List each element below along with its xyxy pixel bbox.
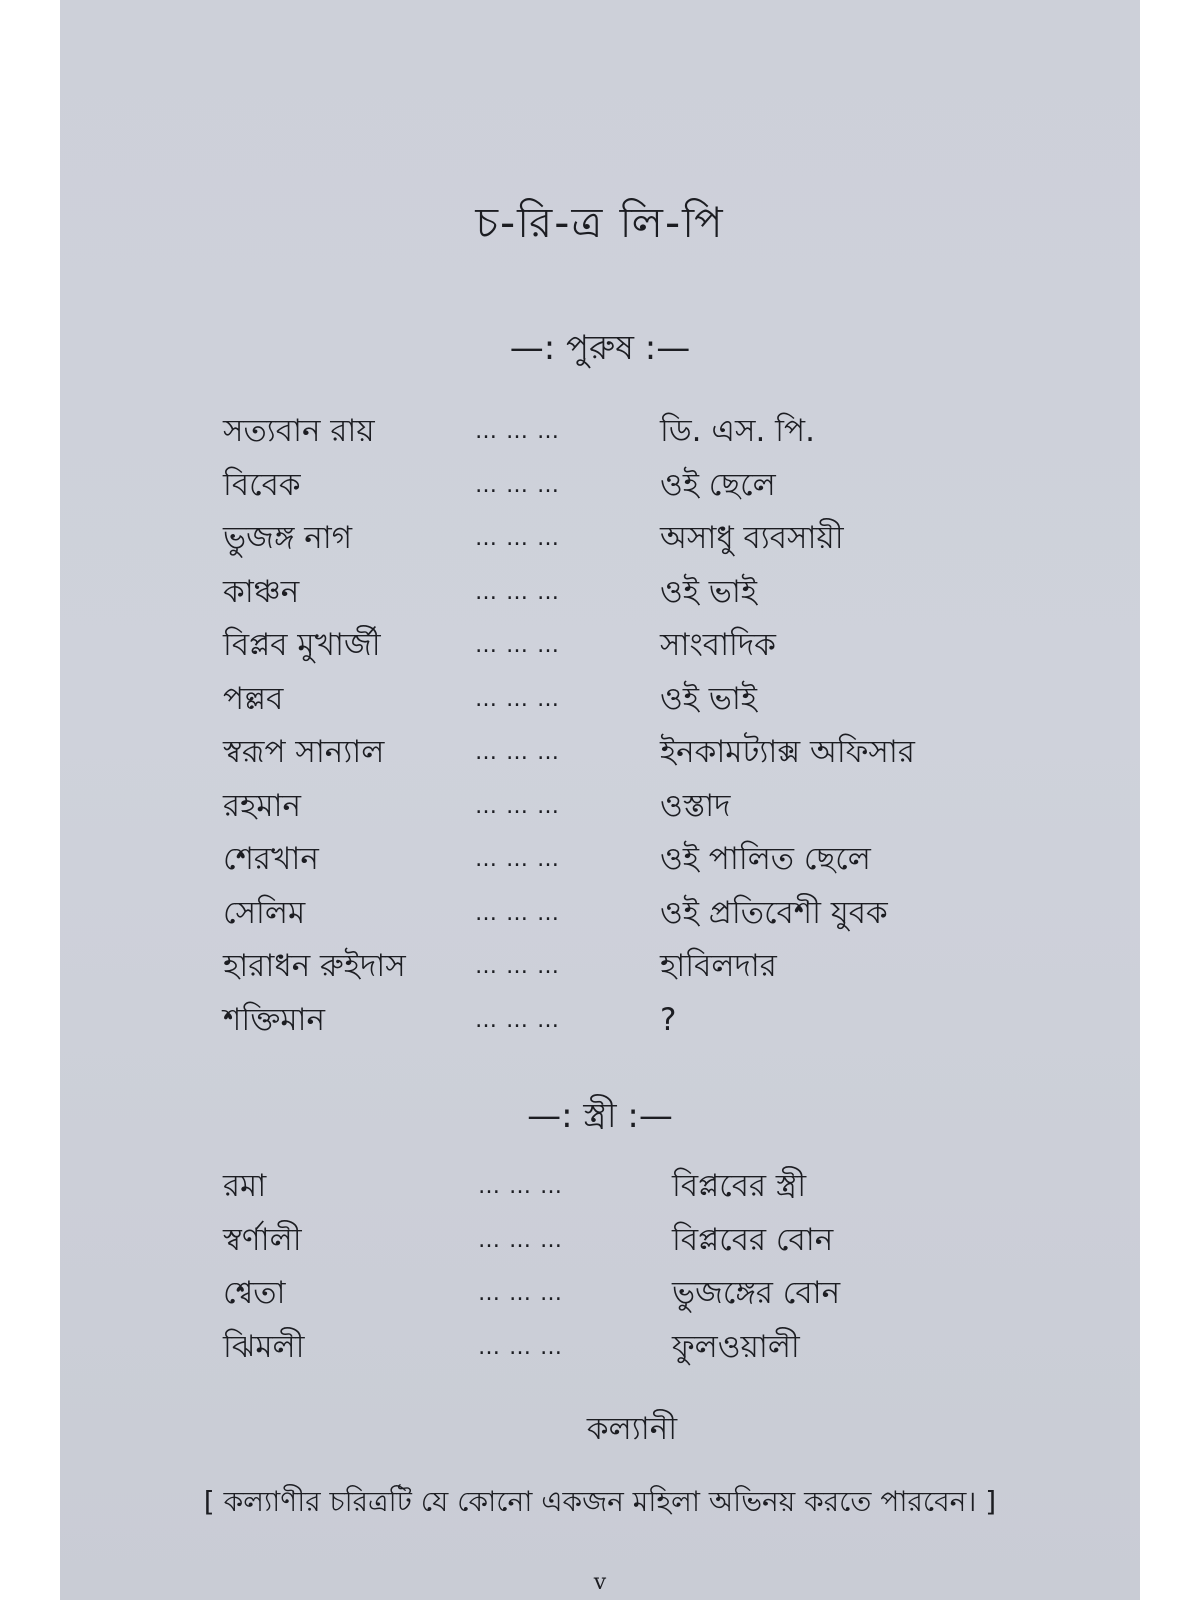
leader-dots: … … … xyxy=(475,579,560,605)
character-name: পল্লব xyxy=(223,680,284,717)
character-row xyxy=(60,887,1140,941)
leader-dots: … … … xyxy=(475,419,560,444)
character-role: ওই পালিত ছেলে xyxy=(660,841,871,877)
character-row xyxy=(60,833,1140,887)
leader-dots: … … … xyxy=(478,1227,563,1253)
character-name: শ্বেতা xyxy=(223,1275,286,1311)
character-row xyxy=(60,1321,1140,1375)
character-role: ওই ভাই xyxy=(660,573,758,610)
character-row xyxy=(60,994,1140,1048)
character-name: ভুজঙ্গ নাগ xyxy=(223,520,353,556)
character-role: ভুজঙ্গের বোন xyxy=(672,1275,841,1311)
leader-dots: … … … xyxy=(475,740,560,765)
female-section-heading: —: স্ত্রী :— xyxy=(527,1096,673,1136)
leader-dots: … … … xyxy=(475,686,560,712)
character-name: বিবেক xyxy=(223,466,301,503)
character-name: রহমান xyxy=(223,787,302,824)
character-name: সত্যবান রায় xyxy=(223,413,375,449)
leader-dots: … … … xyxy=(475,633,560,658)
character-role: ? xyxy=(660,1001,677,1038)
character-row xyxy=(60,780,1140,834)
character-row xyxy=(60,1267,1140,1321)
character-role: ডি. এস. পি. xyxy=(660,413,815,449)
character-name: কাঞ্চন xyxy=(223,573,300,610)
casting-note: [ কল্যাণীর চরিত্রটি যে কোনো একজন মহিলা অভিনয় করতে পারবেন। ] xyxy=(203,1485,997,1518)
character-name: সেলিম xyxy=(223,894,306,931)
character-role: ওই ছেলে xyxy=(660,466,776,503)
character-role: সাংবাদিক xyxy=(660,627,776,663)
character-name: হারাধন রুইদাস xyxy=(223,948,406,984)
leader-dots: … … … xyxy=(475,1007,560,1033)
character-row xyxy=(60,1214,1140,1268)
character-row xyxy=(60,940,1140,994)
page-number: v xyxy=(593,1570,607,1595)
leader-dots: … … … xyxy=(478,1174,563,1199)
character-role: বিপ্লবের বোন xyxy=(672,1221,834,1258)
character-row xyxy=(60,673,1140,727)
character-name: রমা xyxy=(223,1168,267,1204)
character-row xyxy=(60,405,1140,459)
leader-dots: … … … xyxy=(475,954,560,979)
character-name: স্বরূপ সান্যাল xyxy=(223,734,385,770)
book-page xyxy=(60,0,1140,1600)
character-name: শক্তিমান xyxy=(223,1001,326,1038)
character-role: অসাধু ব্যবসায়ী xyxy=(660,520,844,556)
character-row xyxy=(60,619,1140,673)
character-name: শেরখান xyxy=(223,841,319,877)
page-title: চ-রি-ত্র লি-পি xyxy=(475,198,725,247)
character-name: ঝিমলী xyxy=(223,1328,305,1365)
leader-dots: … … … xyxy=(475,847,560,872)
character-role: ফুলওয়ালী xyxy=(672,1328,800,1365)
leader-dots: … … … xyxy=(478,1281,563,1306)
leader-dots: … … … xyxy=(475,526,560,551)
character-role: ওস্তাদ xyxy=(660,787,731,824)
leader-dots: … … … xyxy=(475,472,560,498)
leader-dots: … … … xyxy=(475,793,560,819)
character-role: ওই ভাই xyxy=(660,680,758,717)
character-row xyxy=(60,726,1140,780)
character-role: ওই প্রতিবেশী যুবক xyxy=(660,894,888,931)
extra-character-name: কল্যানী xyxy=(586,1411,678,1447)
character-row xyxy=(60,1160,1140,1214)
male-character-list xyxy=(60,405,1140,1047)
character-row xyxy=(60,566,1140,620)
leader-dots: … … … xyxy=(475,900,560,926)
character-row xyxy=(60,512,1140,566)
character-name: স্বর্ণালী xyxy=(223,1221,302,1258)
character-role: ইনকামট্যাক্স অফিসার xyxy=(660,734,915,770)
male-section-heading: —: পুরুষ :— xyxy=(509,328,691,368)
character-name: বিপ্লব মুখার্জী xyxy=(223,627,381,663)
leader-dots: … … … xyxy=(478,1334,563,1360)
character-role: হাবিলদার xyxy=(660,948,777,984)
female-character-list xyxy=(60,1160,1140,1374)
character-role: বিপ্লবের স্ত্রী xyxy=(672,1168,807,1204)
character-row xyxy=(60,459,1140,513)
